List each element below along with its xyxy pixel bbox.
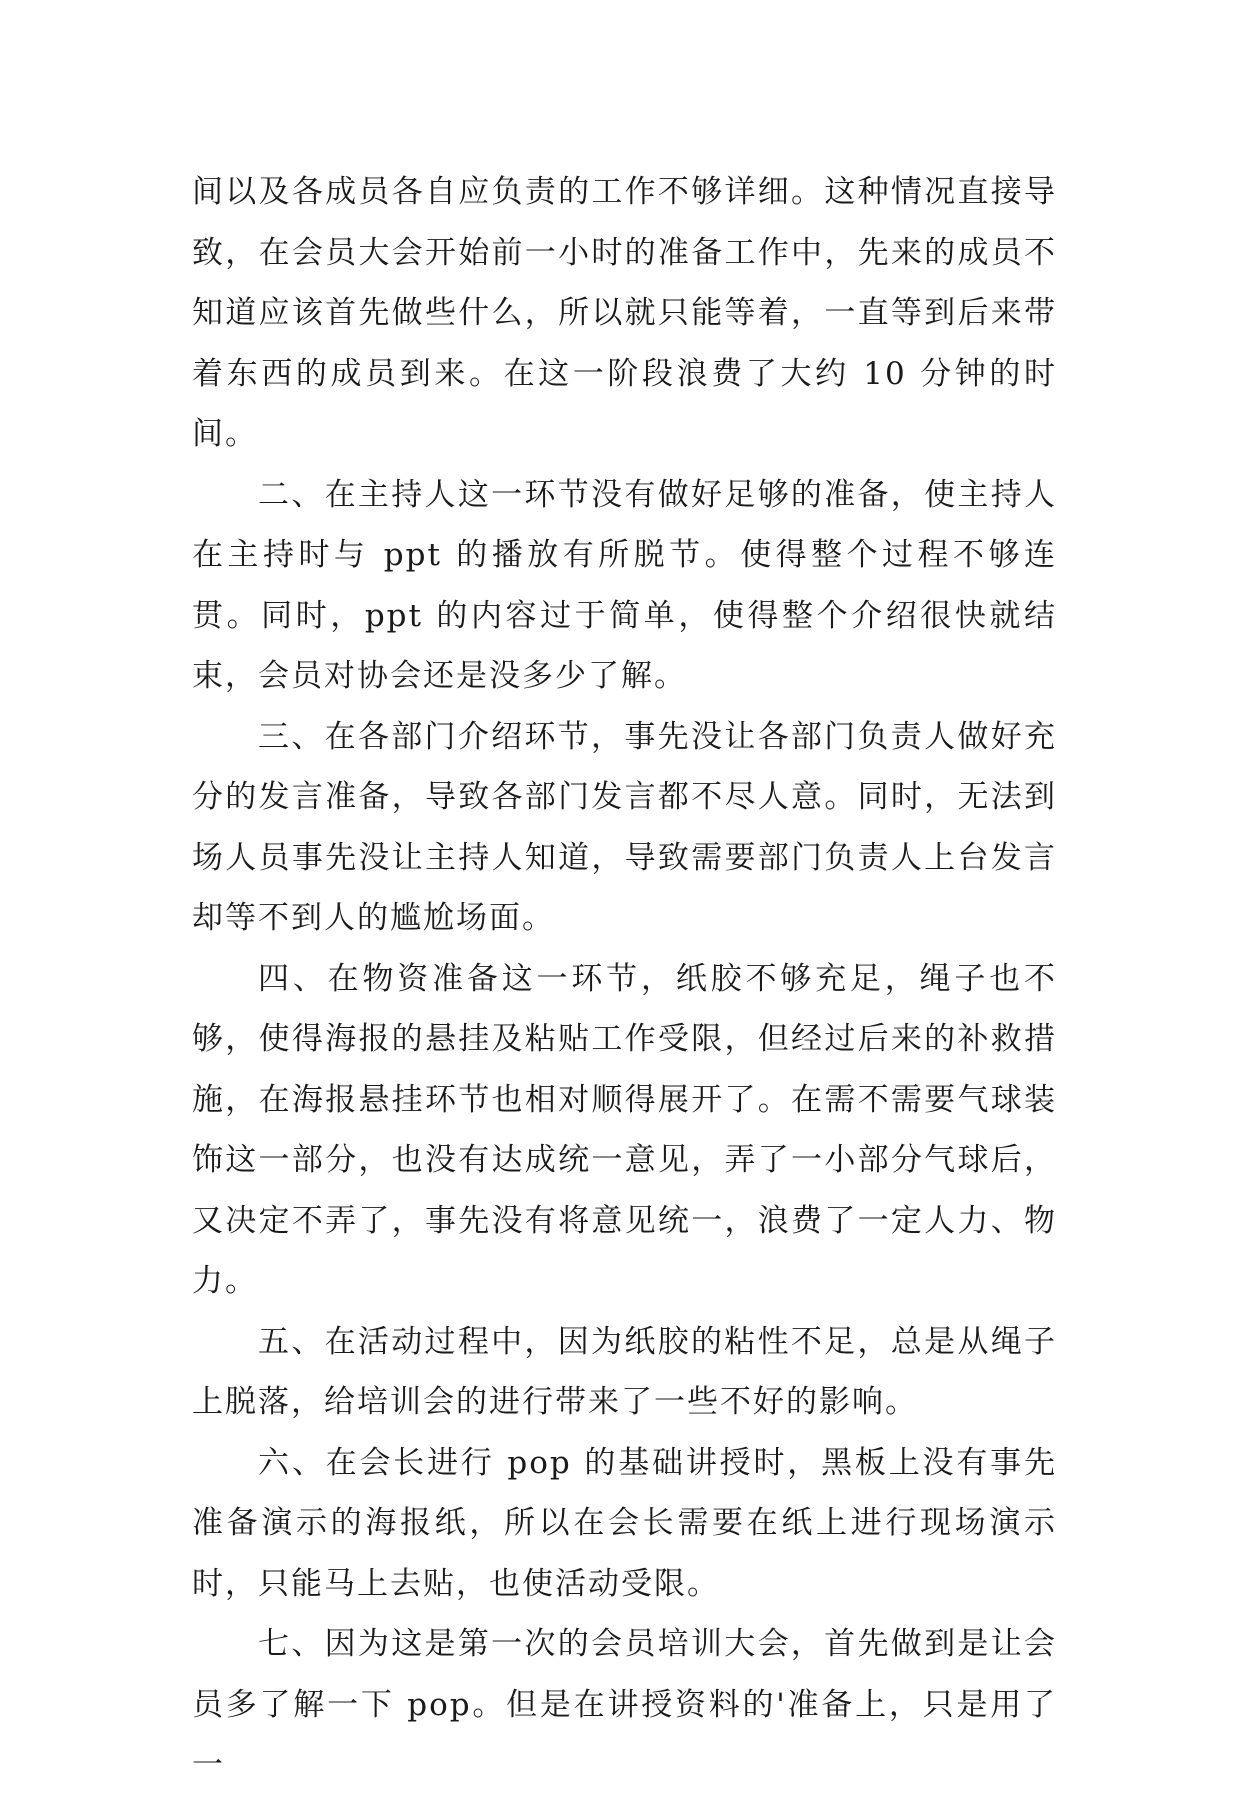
paragraph-continuation: 间以及各成员各自应负责的工作不够详细。这种情况直接导致，在会员大会开始前一小时的准备工作中，先来的成员不知道应该首先做些什么，所以就只能等着，一直等到后来带着东西的成员到来。在这一阶段浪费了大约 10 分钟的时间。	[192, 174, 1057, 452]
paragraph-item-5: 五、在活动过程中，因为纸胶的粘性不足，总是从绳子上脱落，给培训会的进行带来了一些不好的影响。	[192, 1323, 1057, 1420]
paragraph-item-6: 六、在会长进行 pop 的基础讲授时，黑板上没有事先准备演示的海报纸，所以在会长需要在纸上进行现场演示时，只能马上去贴，也使活动受限。	[192, 1444, 1057, 1602]
paragraph-item-3: 三、在各部门介绍环节，事先没让各部门负责人做好充分的发言准备，导致各部门发言都不尽人意。同时，无法到场人员事先没让主持人知道，导致需要部门负责人上台发言却等不到人的尴尬场面。	[192, 718, 1057, 936]
document-body	[192, 162, 1057, 1796]
paragraph-item-2: 二、在主持人这一环节没有做好足够的准备，使主持人在主持时与 ppt 的播放有所脱节。使得整个过程不够连贯。同时，ppt 的内容过于简单，使得整个介绍很快就结束，会员对协会还是没多少了解。	[192, 476, 1057, 694]
paragraph-item-7: 七、因为这是第一次的会员培训大会，首先做到是让会员多了解一下 pop。但是在讲授资料的'准备上，只是用了一	[192, 1626, 1057, 1783]
paragraph-item-4: 四、在物资准备这一环节，纸胶不够充足，绳子也不够，使得海报的悬挂及粘贴工作受限，但经过后来的补救措施，在海报悬挂环节也相对顺得展开了。在需不需要气球装饰这一部分，也没有达成统一意见，弄了一小部分气球后，又决定不弄了，事先没有将意见统一，浪费了一定人力、物力。	[192, 960, 1057, 1299]
